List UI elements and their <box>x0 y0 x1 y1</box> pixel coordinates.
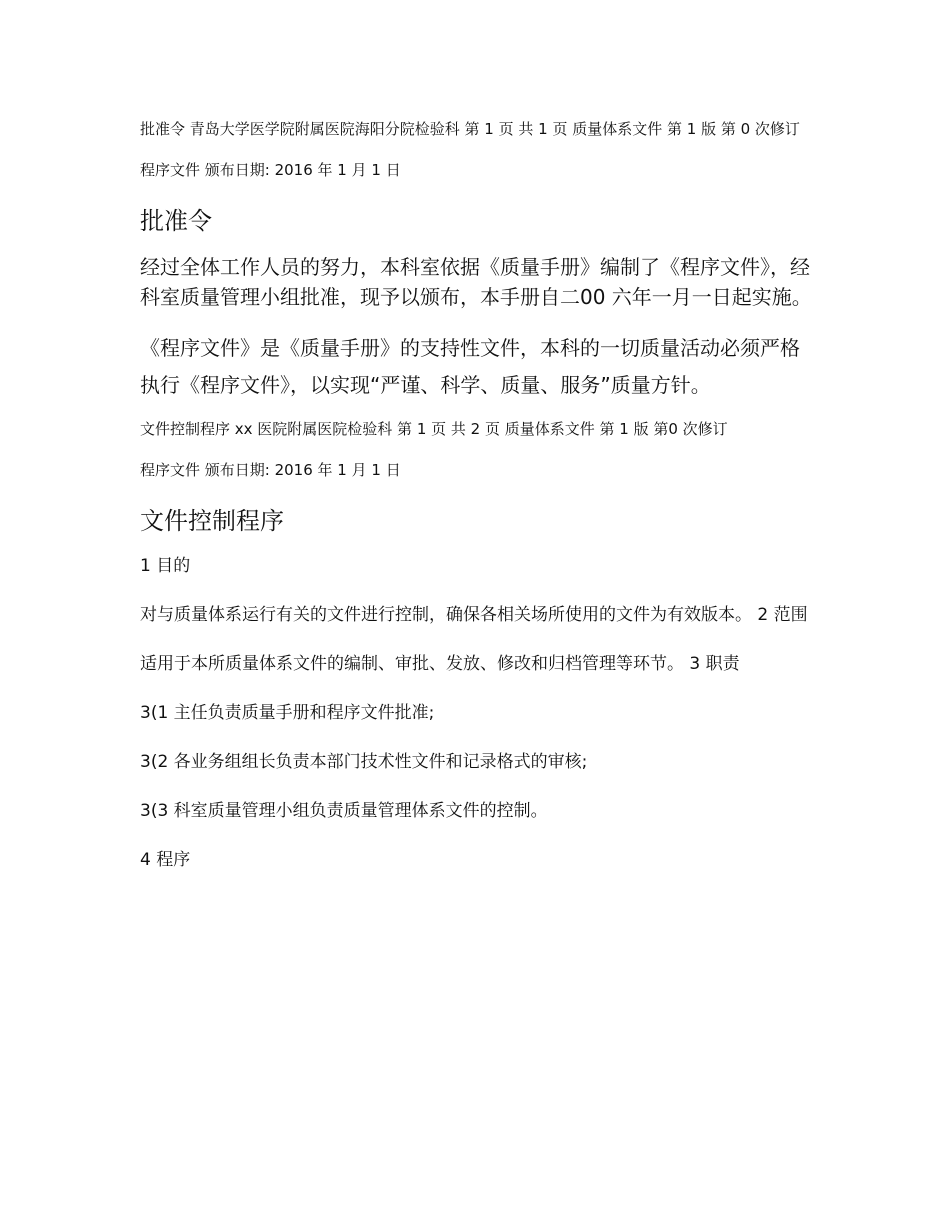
scope-paragraph: 适用于本所质量体系文件的编制、审批、发放、修改和归档管理等环节。 3 职责 <box>140 654 740 674</box>
doc2-title: 文件控制程序 <box>140 507 284 535</box>
doc2-header: 文件控制程序 xx 医院附属医院检验科 第 1 页 共 2 页 质量体系文件 第 1 版 第0 次修订 <box>140 420 728 438</box>
doc1-header: 批准令 青岛大学医学院附属医院海阳分院检验科 第 1 页 共 1 页 质量体系文件 第 1 版 第 0 次修订 <box>140 120 800 138</box>
doc2-date-line: 程序文件 颁布日期: 2016 年 1 月 1 日 <box>140 461 401 479</box>
purpose-paragraph: 对与质量体系运行有关的文件进行控制，确保各相关场所使用的文件为有效版本。 2 范围 <box>140 605 808 625</box>
duty-item-3: 3(3 科室质量管理小组负责质量管理体系文件的控制。 <box>140 801 548 821</box>
duty-item-1: 3(1 主任负责质量手册和程序文件批准; <box>140 703 435 723</box>
doc1-paragraph-2: 《程序文件》是《质量手册》的支持性文件，本科的一切质量活动必须严格执行《程序文件》，以实现“严谨、科学、质量、服务”质量方针。 <box>140 336 800 397</box>
document-page <box>140 116 812 895</box>
section-purpose-heading: 1 目的 <box>140 556 191 576</box>
section-procedure-heading: 4 程序 <box>140 850 191 870</box>
doc1-date-line: 程序文件 颁布日期: 2016 年 1 月 1 日 <box>140 161 401 179</box>
doc1-paragraph-1: 经过全体工作人员的努力，本科室依据《质量手册》编制了《程序文件》，经科室质量管理小组批准，现予以颁布，本手册自二00 六年一月一日起实施。 <box>140 255 812 309</box>
doc1-title: 批准令 <box>140 207 212 235</box>
duty-item-2: 3(2 各业务组组长负责本部门技术性文件和记录格式的审核; <box>140 752 588 772</box>
